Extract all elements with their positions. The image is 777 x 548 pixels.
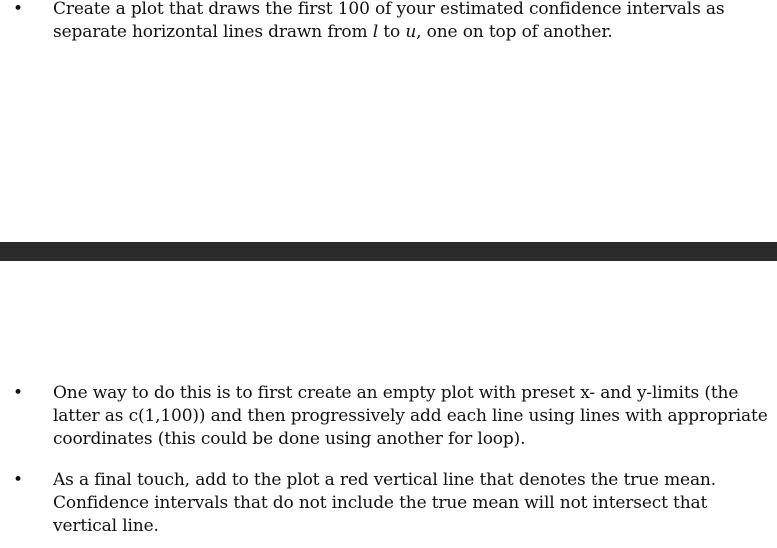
text-line: latter as c(1,100)) and then progressively add each line using lines with appropriate — [53, 406, 768, 426]
bullet-text — [53, 382, 775, 451]
bullet-text — [53, 469, 775, 538]
text-line: Create a plot that draws the first 100 of your estimated confidence intervals as — [53, 0, 725, 19]
text-line: As a final touch, add to the plot a red vertical line that denotes the true mean. — [53, 470, 716, 490]
text-line: vertical line. — [53, 516, 159, 536]
variable-u: u — [405, 22, 417, 42]
bullet-marker: • — [13, 0, 24, 19]
bullet-text — [53, 0, 775, 44]
variable-l: l — [372, 22, 379, 42]
divider-bar — [0, 242, 777, 261]
text-line: separate horizontal lines drawn from l to u, one on top of another. — [53, 22, 613, 42]
text-line: coordinates (this could be done using another for loop). — [53, 429, 526, 449]
text-line: Confidence intervals that do not include the true mean will not intersect that — [53, 493, 708, 513]
text-line: One way to do this is to first create an empty plot with preset x- and y-limits (the — [53, 383, 739, 403]
bullet-marker: • — [13, 470, 24, 490]
bullet-marker: • — [13, 383, 24, 403]
